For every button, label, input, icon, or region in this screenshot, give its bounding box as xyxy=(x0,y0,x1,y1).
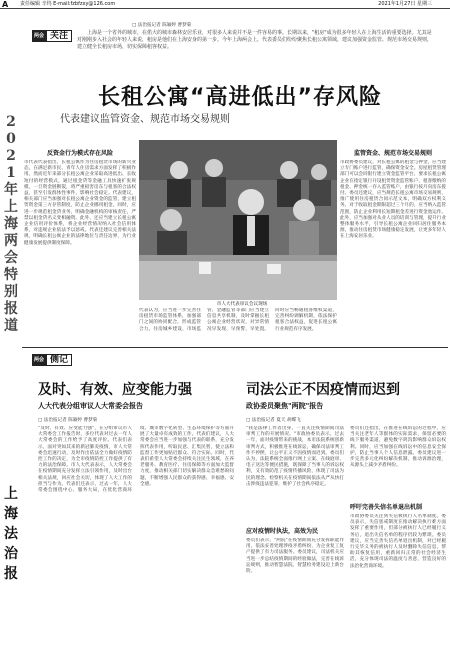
section-tag-sidelights xyxy=(32,354,72,366)
section-tag-focus xyxy=(32,30,72,42)
left-subheadline: 人大代表分组审议人大常委会报告 xyxy=(38,402,143,410)
tag-box: 两会 xyxy=(32,30,46,42)
right-column-subhead: 监管资金、规范市场交易规则 xyxy=(353,150,432,157)
section-divider xyxy=(22,347,448,348)
left-column-body: 市代表代表指出，长租公寓作为住房租赁市场的新兴业态，在满足新市民、青年人住房需求方面发挥了积极作用。然而近年来部分长租公寓企业采取高进低出、长收短付的经营模式，通过租金贷等金融工具快速扩张规模，一旦资金链断裂，将严重损害房东与租客的合法权益，甚至引发群体性事件，影响社会稳定。代表建议，相关部门应当加强对长租公寓企业资金的监管，建立租赁资金第三方存管制度，防止企业挪用租金。同时，应进一步规范租金贷业务，明确金融机构的审核责任，严禁以租金贷名义变相融资。此外，还应当建立长租公寓企业信用评价体系，将企业经营情况纳入社会信用体系，对违规企业依法予以惩戒。代表还建议完善相关法规，明确长租公寓企业的法律地位与责任边界，为行业健康发展提供制度保障。 xyxy=(24,160,136,246)
left-byline: □ 法治报记者 陈颖婷 曹梦菊 xyxy=(38,418,98,423)
page-header xyxy=(0,0,450,9)
page-content xyxy=(22,10,448,668)
right-byline: □ 法治报记者 夏天 胡蝶飞 xyxy=(246,418,301,423)
left-headline: 及时、有效、应变能力强 xyxy=(38,382,192,398)
main-subheadline: 代表建议监管资金、规范市场交易规则 xyxy=(60,114,230,125)
right-col2-body: 委员们还指出，在推进在线诉讼的过程中，应当关注老年人等群体的实际需求，保留必要的线下服务渠道，避免数字鸿沟影响群众诉讼权利。同时，应当加强在线诉讼中的信息安全保护，防止当事人个人信息泄露。委员建议进一步完善多元化纠纷解决机制，推动诉源治理，从源头上减少矛盾纠纷。 xyxy=(350,426,446,469)
right-col2-body2: 市政协委员关注到失信被执行人名单制度。委员表示，失信惩戒制度在推动解决执行难方面发挥了重要作用，但部分被执行人已经履行义务后，退出失信名单的程序仍较为繁琐。委员建议，应当完善失信名单退出机制，对已经履行完毕义务的被执行人及时删除失信信息，帮助其恢复信用，重新回归正常的社会经济生活，充分体现司法的温度与善意，营造良好的法治化营商环境。 xyxy=(350,514,446,569)
publish-date: 2021年1月27日 星期三 xyxy=(378,0,432,7)
right-subheadline: 政协委员聚焦"两院"报告 xyxy=(246,402,324,410)
special-report-title: 2021年上海两会特别报道 xyxy=(4,114,18,334)
right-article-body2: 委员们表示，"两院"在疫情期间充分发挥职能作用，依法妥善处理涉疫矛盾纠纷，为企业复工复产提供了有力司法服务。委员建议，司法机关应当进一步总结疫情期间的经验做法，完善在线诉讼规则，推动智慧法院、智慧检务建设迈上新台阶。 xyxy=(246,538,344,575)
right-article-subhead: 应对疫情时执法，高效为民 xyxy=(246,528,319,535)
left-column-subhead: 反资金行为模式存在风险 xyxy=(46,150,113,157)
intro-paragraph: 上海是一个省外的城市，在偌大的城市森林安居乐业，对很多人来说并不是一件容易的事。长期以来，"租房"成为很多年轻人在上海生活的重要选择。尤其是对刚刚步入社会的年轻人来说，租房是他们在上海安身的第一步。今年上海两会上，代表委员们纷纷聚焦长租公寓领域，建议加强资金监管、规范市场交易规则，建立健全长租房市场，切实保障租客权益。 xyxy=(77,30,433,50)
conference-photo xyxy=(139,140,337,300)
left-sidebar xyxy=(0,10,22,668)
editor-info: 责任编辑 辛坞 E-mail:fzbfzxy@126.com xyxy=(20,0,116,7)
center-bottom-body: 代表认为，应当进一步完善住房租赁市场监管体系，加强部门之间的协同配合，形成监管合力。住房城乡建设、市场监管、金融监管等部门应当建立信息共享机制，及时掌握长租公寓企业经营状况，对异常情况早发现、早预警、早处置。同时应当畅通租客维权渠道，完善纠纷调解机制，依法保护租客合法权益，促进长租公寓行业规范有序发展。 xyxy=(139,308,337,332)
photo-caption: 市人大代表审议会议现场 xyxy=(216,302,268,307)
main-headline: 长租公寓“高进低出”存风险 xyxy=(98,85,382,110)
right-column-body: 市政协委员建议，对长租公寓的租金与押金，应当建立专门账户进行监管，确保资金安全。房屋租赁管理部门可以会同银行建立资金监管平台，要求长租公寓企业在指定银行开设租赁资金监管账户，租客缴纳的租金、押金统一存入监管账户，由银行按月向房东拨付。委员还建议，应当规范长租公寓市场交易规则，推广使用住房租赁合同示范文本，明确双方权利义务。对于收取租金期限超过三个月的，应当纳入监管范围，防止企业利用长短期租金差进行资金池运作。此外，应当加强对从业人员的培训与管理，提升行业整体服务水平，引导长租公寓企业回归居住服务本源，推动住房租赁市场健康稳定发展，让更多年轻人在上海安居乐业。 xyxy=(340,160,446,240)
top-byline: □ 法治报记者 陈颖婷 曹梦菊 xyxy=(132,23,192,28)
right-article-body: "我是法律工作者出身，一直关注疫情期间司法审判工作的开展情况。"市政协委员表示，过去一年，面对疫情带来的挑战，本市法院系统创新审判方式，积极推进在线诉讼，确保司法审判工作不停摆，让公平正义不因疫情而迟到。委员们认为，法院系统全面推行网上立案、在线庭审、电子送达等便民措施，既保障了当事人的诉讼权利，又有效防范了疫情传播风险，体现了司法为民的理念。检察机关在疫情期间依法从严从快打击涉疫违法犯罪，维护了社会秩序稳定。 xyxy=(246,426,344,487)
newspaper-logo: 上海法治报 xyxy=(4,486,18,582)
tag-box: 两会 xyxy=(32,354,46,366)
tag-label: 关注 xyxy=(46,30,72,42)
right-col2-subhead: 呼吁完善失信名单退出机制 xyxy=(350,504,423,511)
right-headline: 司法公正不因疫情而迟到 xyxy=(246,382,400,398)
tag-label: 侧记 xyxy=(46,354,72,366)
left-article-body: "及时、有效、应变能力强"，在分组审议市人大常委会工作报告时，多位代表对过去一年人大常委会的工作给予了高度评价。代表们表示，面对突如其来的新冠肺炎疫情，市人大常委会迅速行动，及时作出依法全力做好疫情防控工作的决定，为全市疫情防控工作提供了有力的法治保障。市人大代表表示，人大常委会在疫情期间充分发挥立法引领作用，及时出台相关法规，回应社会关切，体现了人大工作的担当与作为。代表们还表示，过去一年，人大常委会围绕中心、服务大局，在优化营商环境、城市数字化转型、生态环境保护等方面开展了大量卓有成效的工作。代表们建议，人大常委会应当进一步加强与代表的联系，充分发挥代表作用，听取民意、汇集民智，使立法和监督工作更加贴近群众、符合实际。同时，代表们希望人大常委会持续关注民生领域，在养老服务、教育医疗、住房保障等方面加大监督力度，推动相关部门切实解决群众急难愁盼问题，不断增强人民群众的获得感、幸福感、安全感。 xyxy=(38,426,234,494)
page-letter: A xyxy=(2,0,9,9)
